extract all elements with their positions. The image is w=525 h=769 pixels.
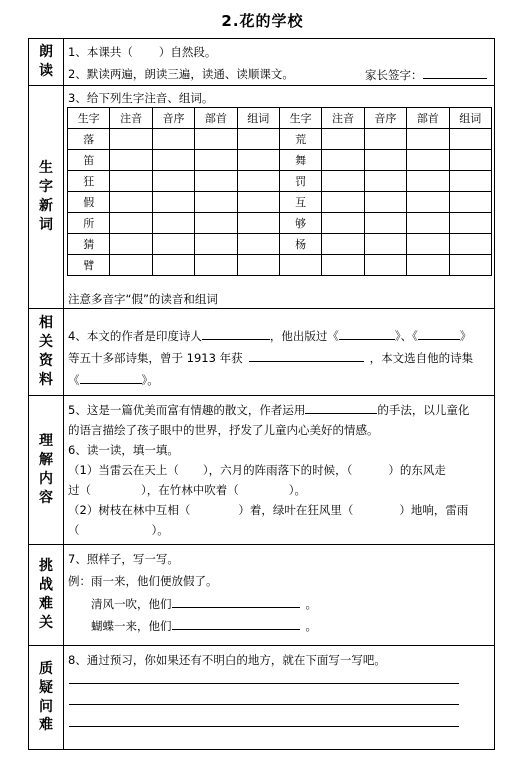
question-6-line-3 (68, 502, 468, 518)
question-7-title: 7、照样子，写一写。 (68, 552, 179, 566)
q5-text: 的手法，以儿童化 (377, 403, 470, 417)
section-label-question (29, 646, 64, 749)
answer-cell[interactable] (364, 255, 406, 276)
answer-blank[interactable] (172, 595, 300, 608)
table-header: 组词 (237, 108, 279, 129)
writing-line[interactable] (69, 683, 459, 684)
answer-blank[interactable] (249, 349, 364, 362)
question-4-line-1 (68, 327, 471, 344)
parent-sign-label: 家长签字： (365, 68, 423, 82)
section-label-challenge (29, 545, 64, 645)
answer-cell[interactable] (195, 171, 237, 192)
question-7-item-2 (91, 617, 317, 634)
answer-cell[interactable] (407, 192, 449, 213)
writing-line[interactable] (69, 704, 459, 705)
answer-cell[interactable] (152, 255, 194, 276)
label-char: 挑 (39, 558, 53, 575)
answer-cell[interactable] (110, 213, 152, 234)
answer-cell[interactable] (152, 192, 194, 213)
answer-cell[interactable] (322, 234, 364, 255)
answer-cell[interactable] (407, 234, 449, 255)
writing-line[interactable] (69, 726, 459, 727)
answer-cell[interactable] (152, 150, 194, 171)
answer-cell[interactable] (322, 213, 364, 234)
section-question (28, 645, 495, 750)
label-char: 难 (39, 596, 53, 612)
table-header: 音序 (364, 108, 406, 129)
section-read (28, 38, 495, 86)
q7-text: 蝴蝶一来，他们 (91, 619, 172, 633)
q1-text-end: ）自然段。 (158, 45, 217, 59)
q4-text: 等五十多部诗集，曾于 1913 年获 (68, 351, 243, 365)
label-char: 问 (39, 698, 53, 715)
answer-cell[interactable] (237, 255, 279, 276)
char-cell: 所 (68, 213, 110, 234)
answer-cell[interactable] (237, 192, 279, 213)
answer-cell[interactable] (407, 129, 449, 150)
label-char: 读 (39, 63, 53, 79)
question-6-line-1 (68, 462, 446, 478)
char-cell: 杨 (279, 234, 321, 255)
answer-cell[interactable] (322, 129, 364, 150)
q4-text: 4、本文的作者是印度诗人 (68, 329, 202, 343)
label-char: 料 (39, 371, 53, 388)
label-char: 难 (39, 717, 53, 734)
q6-text: ）地响，雷雨 (399, 503, 469, 517)
char-cell: 臂 (68, 255, 110, 276)
table-header: 注音 (322, 108, 364, 129)
q6-text: （2）树枝在林中互相（ (68, 503, 191, 517)
answer-cell[interactable] (364, 234, 406, 255)
answer-cell[interactable] (407, 171, 449, 192)
char-cell: 舞 (279, 150, 321, 171)
answer-cell[interactable] (407, 213, 449, 234)
q1-text-start: 1、本课共（ (68, 45, 133, 59)
label-char: 生 (39, 160, 53, 177)
question-5-line-1 (68, 401, 469, 418)
label-char: 朗 (39, 44, 53, 61)
answer-cell[interactable] (237, 234, 279, 255)
q7-period: 。 (305, 597, 317, 611)
answer-cell[interactable] (364, 129, 406, 150)
section-label-read (29, 39, 64, 85)
char-cell: 荒 (279, 129, 321, 150)
q6-text: ）着，绿叶在狂风里（ (238, 503, 354, 517)
table-row (68, 150, 492, 171)
section-vocab (28, 85, 495, 309)
label-char: 解 (39, 452, 53, 469)
answer-cell[interactable] (449, 255, 491, 276)
answer-cell[interactable] (152, 234, 194, 255)
q6-text: ），在竹林中吹着（ (141, 483, 239, 497)
label-char: 疑 (39, 679, 53, 696)
label-char: 资 (39, 353, 53, 369)
question-8: 8、通过预习，你如果还有不明白的地方，就在下面写一写吧。 (68, 653, 386, 667)
section-understand (28, 395, 495, 545)
char-cell: 够 (279, 213, 321, 234)
q7-period: 。 (305, 619, 317, 633)
q4-text: 》。 (141, 373, 159, 387)
table-header: 组词 (449, 108, 491, 129)
answer-cell[interactable] (110, 150, 152, 171)
section-label-info (29, 309, 64, 395)
label-char: 容 (39, 489, 53, 506)
q4-text: ，他出版过《 (269, 329, 339, 343)
answer-cell[interactable] (322, 255, 364, 276)
table-header: 部首 (195, 108, 237, 129)
answer-blank[interactable] (418, 327, 460, 340)
answer-cell[interactable] (195, 234, 237, 255)
question-6-title: 6、读一读，填一填。 (68, 443, 179, 457)
table-row (68, 192, 492, 213)
answer-cell[interactable] (407, 255, 449, 276)
question-1 (68, 44, 216, 60)
answer-cell[interactable] (237, 129, 279, 150)
q6-text: ）。 (288, 483, 306, 497)
answer-blank[interactable] (339, 327, 395, 340)
answer-cell[interactable] (110, 171, 152, 192)
table-header: 部首 (407, 108, 449, 129)
answer-cell[interactable] (449, 234, 491, 255)
char-cell: 罚 (279, 171, 321, 192)
question-6-line-2 (68, 482, 306, 498)
q6-text: （1）当雷云在天上（ (68, 463, 179, 477)
answer-blank[interactable] (80, 371, 142, 384)
answer-cell[interactable] (322, 171, 364, 192)
answer-cell[interactable] (449, 171, 491, 192)
q4-text: 》、《 (394, 329, 418, 343)
q6-text: ），六月的阵雨落下的时候，（ (202, 463, 353, 477)
character-table (67, 107, 492, 276)
char-cell (279, 255, 321, 276)
answer-cell[interactable] (322, 150, 364, 171)
label-char: 质 (39, 660, 53, 677)
answer-cell[interactable] (110, 192, 152, 213)
answer-cell[interactable] (195, 129, 237, 150)
section-label-vocab (29, 86, 64, 308)
label-char: 理 (39, 433, 53, 450)
q4-text: ，本文选自他的诗集 (369, 351, 474, 365)
section-challenge (28, 544, 495, 646)
answer-cell[interactable] (449, 129, 491, 150)
worksheet-title: 2.花的学校 (221, 12, 304, 30)
answer-cell[interactable] (364, 213, 406, 234)
question-2: 2、默读两遍，朗读三遍，读通、读顺课文。 (68, 67, 294, 81)
answer-cell[interactable] (110, 129, 152, 150)
answer-blank[interactable] (202, 327, 270, 340)
answer-cell[interactable] (449, 213, 491, 234)
q6-text: ）。 (151, 523, 169, 537)
answer-cell[interactable] (407, 150, 449, 171)
table-header-row (68, 108, 492, 129)
answer-blank[interactable] (305, 401, 377, 414)
char-cell: 互 (279, 192, 321, 213)
question-5-line-2: 的语言描绘了孩子眼中的世界，抒发了儿童内心美好的情感。 (68, 423, 379, 437)
table-row (68, 129, 492, 150)
question-3: 3、给下列生字注音、组词。 (68, 91, 214, 105)
answer-cell[interactable] (152, 171, 194, 192)
table-row (68, 171, 492, 192)
char-cell: 狂 (68, 171, 110, 192)
table-row (68, 234, 492, 255)
label-char: 字 (39, 179, 53, 196)
answer-cell[interactable] (237, 171, 279, 192)
answer-cell[interactable] (195, 150, 237, 171)
table-header: 生字 (68, 108, 110, 129)
q7-text: 清风一吹，他们 (91, 597, 172, 611)
table-header: 音序 (152, 108, 194, 129)
char-cell: 猜 (68, 234, 110, 255)
answer-cell[interactable] (237, 213, 279, 234)
section-info (28, 308, 495, 396)
question-7-example: 例：雨一来，他们便放假了。 (68, 574, 218, 588)
answer-cell[interactable] (110, 234, 152, 255)
q6-text: ）的东风走 (388, 463, 446, 477)
answer-cell[interactable] (364, 150, 406, 171)
answer-cell[interactable] (195, 192, 237, 213)
answer-cell[interactable] (322, 192, 364, 213)
answer-cell[interactable] (449, 150, 491, 171)
q5-text: 5、这是一篇优美而富有情趣的散文，作者运用 (68, 403, 306, 417)
label-char: 相 (39, 315, 53, 332)
parent-signature (365, 66, 487, 83)
char-cell: 假 (68, 192, 110, 213)
label-char: 战 (39, 577, 53, 594)
answer-cell[interactable] (152, 129, 194, 150)
q6-text: 过（ (68, 483, 91, 497)
answer-cell[interactable] (237, 150, 279, 171)
answer-cell[interactable] (364, 171, 406, 192)
answer-cell[interactable] (195, 213, 237, 234)
table-header: 注音 (110, 108, 152, 129)
char-cell: 落 (68, 129, 110, 150)
table-row (68, 213, 492, 234)
label-char: 新 (39, 198, 53, 214)
parent-sign-blank[interactable] (423, 66, 487, 79)
worksheet-table (28, 38, 495, 750)
answer-cell[interactable] (195, 255, 237, 276)
q4-text: 《 (68, 373, 80, 387)
char-cell: 笛 (68, 150, 110, 171)
question-4-line-3 (68, 371, 159, 388)
question-7-item-1 (91, 595, 317, 612)
label-char: 内 (39, 471, 53, 487)
polyphone-note: 注意多音字“假”的读音和组词 (68, 292, 218, 306)
answer-cell[interactable] (110, 255, 152, 276)
q6-text: （ (68, 523, 80, 537)
answer-cell[interactable] (449, 192, 491, 213)
question-6-line-4 (68, 522, 169, 538)
label-char: 词 (39, 216, 53, 233)
question-4-line-2 (68, 349, 473, 366)
q4-text: 》 (459, 329, 472, 343)
table-row (68, 255, 492, 276)
answer-blank[interactable] (172, 617, 300, 630)
answer-cell[interactable] (364, 192, 406, 213)
label-char: 关 (39, 334, 53, 351)
label-char: 关 (39, 614, 53, 631)
table-header: 生字 (279, 108, 321, 129)
answer-cell[interactable] (152, 213, 194, 234)
section-label-understand (29, 396, 64, 544)
